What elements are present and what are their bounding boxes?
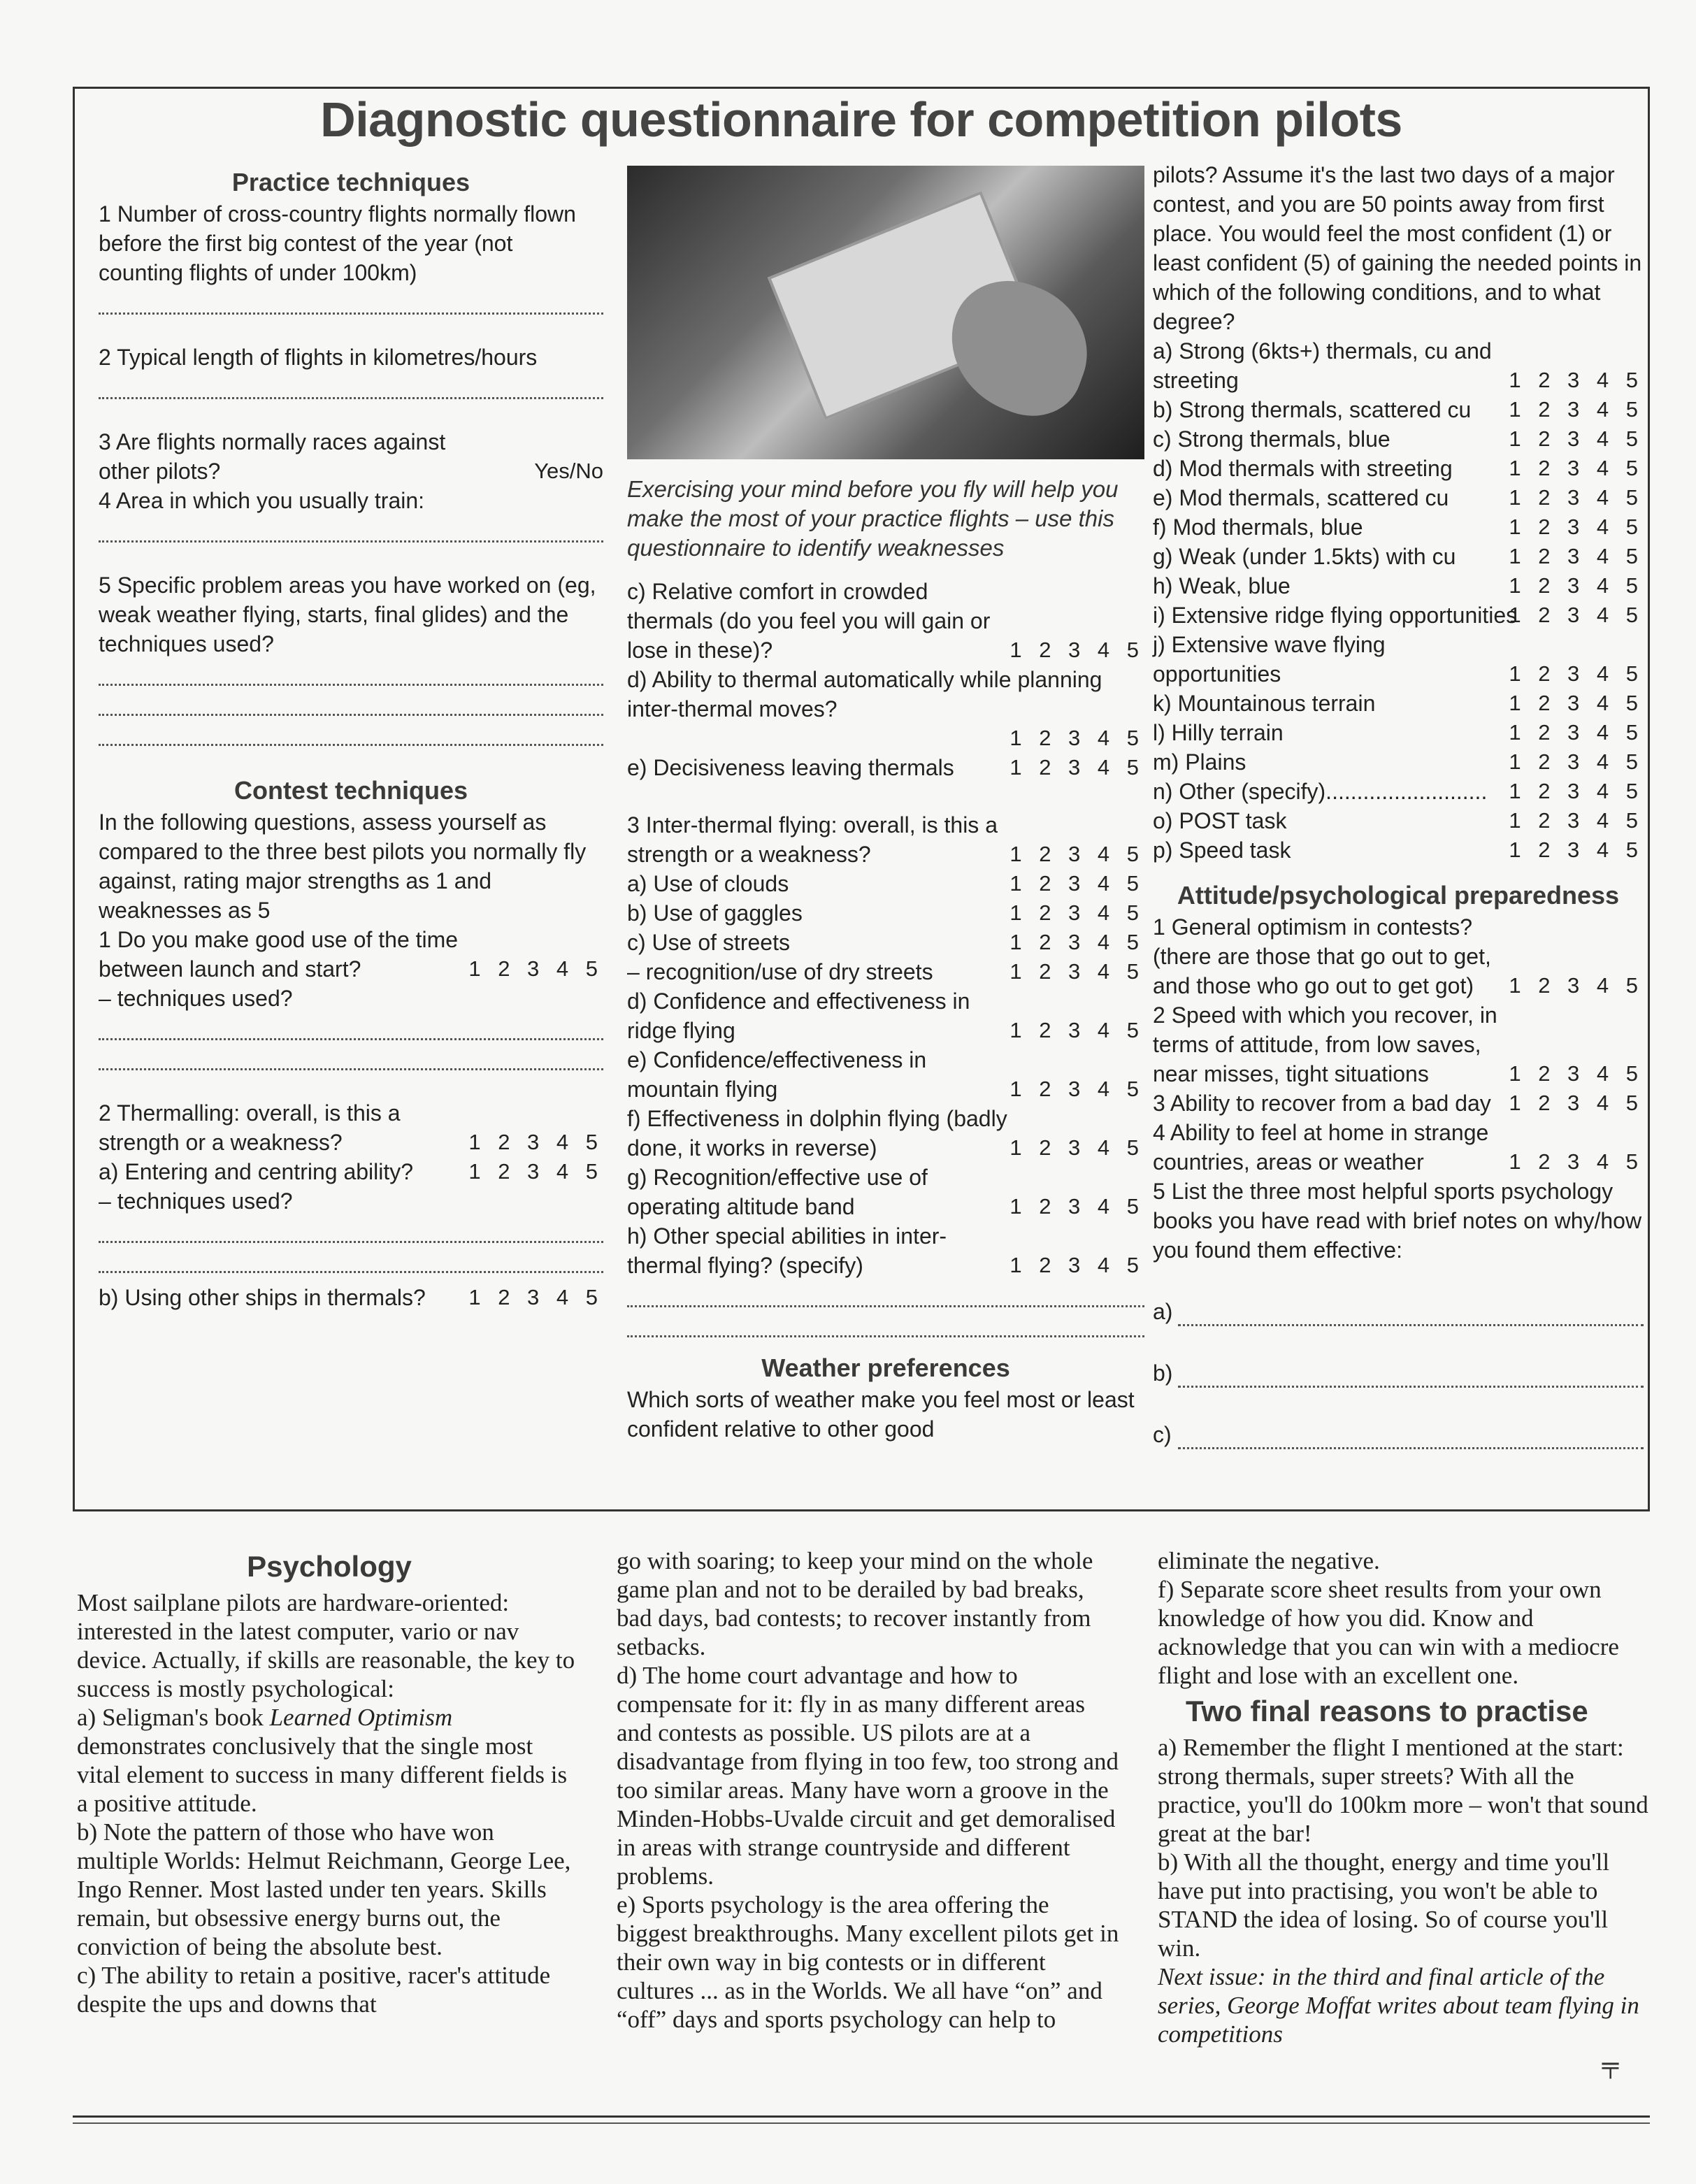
article-paragraph: d) The home court advantage and how to compensate for it: fly in as many different areas and contests as possible. US pilots are at a disadvantage from flying in too few, too strong and too similar areas. Many have worn a groove in the Minden-Hobbs-Uvalde circuit and get demoralised in areas with strange countryside and different problems.: [617, 1662, 1119, 1890]
weather-condition-row: [1153, 512, 1644, 542]
rating-scale[interactable]: 1 2 3 4 5: [468, 1130, 603, 1154]
article-paragraph: c) The ability to retain a positive, racer's attitude despite the ups and downs that: [77, 1962, 551, 2018]
answer-line[interactable]: [99, 312, 603, 315]
rating-scale[interactable]: 1 2 3 4 5: [1009, 726, 1144, 750]
article-paragraph-seligman: [77, 1703, 582, 1818]
contest-question-1-text: 1 Do you make good use of the time between launch and start?: [99, 927, 459, 982]
interthermal-c: [627, 928, 1144, 957]
book-answer-b[interactable]: [1153, 1358, 1644, 1388]
book-answer-a[interactable]: [1153, 1297, 1644, 1326]
rating-scale[interactable]: 1 2 3 4 5: [1009, 930, 1144, 954]
contest-heading: Contest techniques: [233, 776, 468, 805]
answer-line[interactable]: [627, 1305, 1144, 1307]
article-column-3: [1158, 1546, 1654, 2048]
rating-scale[interactable]: 1 2 3 4 5: [1009, 1018, 1144, 1042]
answer-line[interactable]: [99, 744, 603, 746]
rating-scale[interactable]: 1 2 3 4 5: [1509, 973, 1644, 998]
interthermal-e-text: e) Confidence/effectiveness in mountain flying: [627, 1047, 927, 1102]
weather-condition-label: d) Mod thermals with streeting: [1153, 456, 1453, 481]
attitude-question-1: [1153, 912, 1644, 1000]
practice-question-1: 1 Number of cross-country flights normally flown before the first big contest of the year (not counting flights of under 100km): [99, 201, 576, 285]
interthermal-g: [627, 1163, 1144, 1221]
attitude-question-2: [1153, 1000, 1644, 1089]
practice-question-5: 5 Specific problem areas you have worked on (eg, weak weather flying, starts, final glides) and the techniques used?: [99, 573, 596, 656]
thermal-question-e-text: e) Decisiveness leaving thermals: [627, 755, 954, 780]
weather-condition-row: [1153, 483, 1644, 512]
rating-scale[interactable]: 1 2 3 4 5: [468, 956, 603, 981]
practice-question-4: 4 Area in which you usually train:: [99, 488, 425, 513]
weather-condition-row: [1153, 424, 1644, 454]
contest-question-2a-text: a) Entering and centring ability?: [99, 1159, 414, 1184]
attitude-question-5: 5 List the three most helpful sports psychology books you have read with brief notes on why/how you found them effective:: [1153, 1179, 1642, 1263]
attitude-heading: Attitude/psychological preparedness: [1177, 881, 1620, 910]
weather-condition-label: h) Weak, blue: [1153, 573, 1291, 598]
weather-conditions-list: [1153, 336, 1644, 865]
rating-scale[interactable]: 1 2 3 4 5: [1509, 515, 1644, 539]
rating-scale[interactable]: 1 2 3 4 5: [1509, 1149, 1644, 1174]
interthermal-g-text: g) Recognition/effective use of operating altitude band: [627, 1165, 928, 1219]
rating-scale[interactable]: 1 2 3 4 5: [468, 1285, 603, 1309]
article-paragraph: Most sailplane pilots are hardware-oriented: interested in the latest computer, vario or nav device. Actually, if skills are reasonable, the key to success is mostly psychological:: [77, 1589, 575, 1702]
article-paragraph: f) Separate score sheet results from your own knowledge of how you did. Know and acknowledge that you can win with a mediocre flight and lose with an excellent one.: [1158, 1576, 1619, 1689]
rating-scale[interactable]: 1 2 3 4 5: [1509, 661, 1644, 686]
questionnaire-column-1: [99, 166, 603, 1312]
thermal-question-e: [627, 753, 1144, 782]
text: demonstrates conclusively that the single most vital element to success in many different fields is a positive attitude.: [77, 1732, 568, 1817]
answer-line[interactable]: [99, 714, 603, 716]
attitude-question-1-text: 1 General optimism in contests? (there are those that go out to get, and those who go out to get got): [1153, 914, 1491, 998]
weather-condition-row: [1153, 454, 1644, 483]
weather-condition-label: b) Strong thermals, scattered cu: [1153, 397, 1472, 422]
book-title: Learned Optimism: [269, 1704, 453, 1731]
attitude-question-4-text: 4 Ability to feel at home in strange countries, areas or weather: [1153, 1120, 1489, 1174]
weather-condition-row: [1153, 777, 1644, 806]
rating-scale[interactable]: 1 2 3 4 5: [1509, 426, 1644, 451]
weather-condition-label: p) Speed task: [1153, 838, 1291, 863]
practice-question-2: 2 Typical length of flights in kilometres/hours: [99, 345, 538, 370]
questionnaire-column-3: [1153, 160, 1644, 1449]
practice-question-3: [99, 427, 603, 486]
interthermal-c2: [627, 957, 1144, 986]
end-mark-icon: ⫧: [1601, 2049, 1620, 2086]
rating-scale[interactable]: 1 2 3 4 5: [1009, 959, 1144, 984]
rating-scale[interactable]: 1 2 3 4 5: [1509, 573, 1644, 598]
answer-line[interactable]: [1178, 1305, 1644, 1326]
rating-scale[interactable]: 1 2 3 4 5: [1509, 456, 1644, 480]
next-issue-note: Next issue: in the third and final article of the series, George Moffat writes about team flying in competitions: [1158, 1963, 1639, 2048]
weather-heading: Weather preferences: [761, 1353, 1010, 1382]
answer-line[interactable]: [99, 397, 603, 399]
rating-scale[interactable]: 1 2 3 4 5: [1509, 1061, 1644, 1086]
interthermal-c2-text: – recognition/use of dry streets: [627, 959, 933, 984]
answer-line[interactable]: [1178, 1428, 1644, 1449]
rating-scale[interactable]: 1 2 3 4 5: [1009, 1077, 1144, 1101]
weather-condition-label: i) Extensive ridge flying opportunities: [1153, 603, 1518, 628]
attitude-question-2-text: 2 Speed with which you recover, in terms of attitude, from low saves, near misses, tight situations: [1153, 1003, 1497, 1086]
contest-question-2: [99, 1098, 603, 1157]
weather-intro: Which sorts of weather make you feel most or least confident relative to other good: [627, 1387, 1135, 1442]
weather-condition-row: [1153, 747, 1644, 777]
interthermal-c-text: c) Use of streets: [627, 930, 790, 955]
rating-scale[interactable]: 1 2 3 4 5: [468, 1159, 603, 1184]
weather-condition-row: [1153, 601, 1644, 630]
questionnaire-column-2: [627, 166, 1144, 1444]
thermal-question-d: d) Ability to thermal automatically while planning inter-thermal moves?: [627, 667, 1102, 721]
rating-scale[interactable]: 1 2 3 4 5: [1509, 808, 1644, 833]
rating-scale[interactable]: 1 2 3 4 5: [1509, 779, 1644, 803]
weather-condition-label: a) Strong (6kts+) thermals, cu and streeting: [1153, 338, 1492, 393]
rating-scale[interactable]: 1 2 3 4 5: [1009, 1194, 1144, 1219]
rating-scale[interactable]: 1 2 3 4 5: [1009, 842, 1144, 866]
answer-label: b): [1153, 1360, 1173, 1386]
rating-scale[interactable]: 1 2 3 4 5: [1009, 900, 1144, 925]
article-paragraph: eliminate the negative.: [1158, 1547, 1380, 1574]
interthermal-h-text: h) Other special abilities in inter-thermal flying? (specify): [627, 1223, 947, 1278]
answer-label: c): [1153, 1422, 1172, 1447]
rating-scale[interactable]: 1 2 3 4 5: [1509, 368, 1644, 392]
weather-condition-row: [1153, 689, 1644, 718]
rating-scale[interactable]: 1 2 3 4 5: [1509, 603, 1644, 627]
article-column-1: [77, 1545, 582, 2018]
weather-condition-label: m) Plains: [1153, 749, 1246, 775]
interthermal-f: [627, 1104, 1144, 1163]
answer-line[interactable]: [1178, 1367, 1644, 1388]
weather-condition-label: c) Strong thermals, blue: [1153, 426, 1390, 452]
contest-question-1: [99, 925, 603, 984]
attitude-question-3: [1153, 1089, 1644, 1118]
page-title: Diagnostic questionnaire for competition pilots: [320, 92, 1402, 147]
interthermal-f-text: f) Effectiveness in dolphin flying (badly done, it works in reverse): [627, 1106, 1007, 1161]
rating-scale[interactable]: 1 2 3 4 5: [1509, 691, 1644, 715]
rating-scale[interactable]: 1 2 3 4 5: [1009, 1135, 1144, 1160]
photo-caption: Exercising your mind before you fly will help you make the most of your practice flights – use this questionnaire to identify weaknesses: [627, 476, 1119, 561]
weather-condition-row: [1153, 395, 1644, 424]
practice-question-3-text: 3 Are flights normally races against other pilots?: [99, 429, 446, 484]
weather-condition-row: [1153, 571, 1644, 601]
article-paragraph: b) With all the thought, energy and time you'll have put into practising, you won't be able to STAND the idea of losing. So of course you'll win.: [1158, 1848, 1610, 1962]
answer-line[interactable]: [99, 1241, 603, 1243]
answer-line[interactable]: [627, 1335, 1144, 1337]
practice-heading: Practice techniques: [231, 168, 470, 196]
interthermal-question: [627, 810, 1144, 869]
answer-line[interactable]: [99, 1038, 603, 1040]
answer-line[interactable]: [99, 1271, 603, 1273]
article-column-2: [617, 1546, 1121, 2034]
text: a) Seligman's book: [77, 1704, 270, 1731]
weather-condition-label: f) Mod thermals, blue: [1153, 515, 1363, 540]
article-paragraph: e) Sports psychology is the area offering the biggest breakthroughs. Many excellent pilots get in their own way in big contests or in different cultures ... as in the Worlds. We all have “on” and “off” days and sports psychology can help to: [617, 1891, 1119, 2033]
interthermal-a-text: a) Use of clouds: [627, 871, 789, 896]
weather-condition-label: l) Hilly terrain: [1153, 720, 1284, 745]
photo-pilot-with-map: [627, 166, 1144, 459]
interthermal-d: [627, 986, 1144, 1045]
weather-intro-continued: pilots? Assume it's the last two days of a major contest, and you are 50 points away from first place. You would feel the most confident (1) or least confident (5) of gaining the needed points in which of the following conditions, and to what degree?: [1153, 162, 1642, 334]
weather-condition-row: [1153, 835, 1644, 865]
weather-condition-row: [1153, 806, 1644, 835]
contest-question-2b: [99, 1283, 603, 1312]
article-paragraph: a) Remember the flight I mentioned at the start: strong thermals, super streets? With all the practice, you'll do 100km more – won't that sound great at the bar!: [1158, 1734, 1648, 1847]
contest-intro: In the following questions, assess yourself as compared to the three best pilots you normally fly against, rating major strengths as 1 and weaknesses as 5: [99, 810, 587, 923]
interthermal-a: [627, 869, 1144, 898]
weather-condition-label: g) Weak (under 1.5kts) with cu: [1153, 544, 1456, 569]
answer-label: a): [1153, 1299, 1173, 1324]
interthermal-d-text: d) Confidence and effectiveness in ridge flying: [627, 989, 970, 1043]
contest-question-2b-text: b) Using other ships in thermals?: [99, 1285, 426, 1310]
rating-scale[interactable]: 1 2 3 4 5: [1509, 1091, 1644, 1115]
weather-condition-row: [1153, 718, 1644, 747]
psychology-heading: Psychology: [247, 1550, 412, 1583]
rating-scale[interactable]: 1 2 3 4 5: [1009, 1253, 1144, 1277]
weather-condition-label: o) POST task: [1153, 808, 1287, 833]
interthermal-b: [627, 898, 1144, 928]
bottom-rule: [73, 2122, 1650, 2124]
book-answer-c[interactable]: [1153, 1420, 1644, 1449]
rating-scale[interactable]: 1 2 3 4 5: [1509, 544, 1644, 568]
article-paragraph: go with soaring; to keep your mind on the whole game plan and not to be derailed by bad breaks, bad days, bad contests; to recover instantly from setbacks.: [617, 1547, 1093, 1660]
interthermal-h: [627, 1221, 1144, 1280]
weather-condition-row: [1153, 630, 1644, 689]
weather-condition-label: e) Mod thermals, scattered cu: [1153, 485, 1449, 510]
techniques-used-label: – techniques used?: [99, 1188, 293, 1214]
bottom-rule: [73, 2115, 1650, 2118]
rating-scale[interactable]: 1 2 3 4 5: [1509, 397, 1644, 422]
interthermal-e: [627, 1045, 1144, 1104]
contest-question-2a: [99, 1157, 603, 1186]
rating-scale[interactable]: 1 2 3 4 5: [1509, 485, 1644, 510]
questionnaire-box: [73, 87, 1650, 1511]
rating-scale[interactable]: 1 2 3 4 5: [1509, 749, 1644, 774]
weather-condition-label: k) Mountainous terrain: [1153, 691, 1376, 716]
rating-scale[interactable]: 1 2 3 4 5: [1009, 871, 1144, 896]
attitude-question-4: [1153, 1118, 1644, 1177]
article-paragraph: b) Note the pattern of those who have won multiple Worlds: Helmut Reichmann, George Lee, Ingo Renner. Most lasted under ten years. Skills remain, but obsessive energy burns out, the conviction of being the absolute best.: [77, 1818, 571, 1960]
rating-scale[interactable]: 1 2 3 4 5: [1509, 720, 1644, 745]
weather-condition-row: [1153, 336, 1644, 395]
contest-question-2-text: 2 Thermalling: overall, is this a strength or a weakness?: [99, 1100, 401, 1155]
answer-line[interactable]: [99, 684, 603, 686]
rating-scale[interactable]: 1 2 3 4 5: [1009, 755, 1144, 780]
yes-no-option[interactable]: Yes/No: [534, 459, 603, 483]
thermal-question-c: [627, 577, 1144, 665]
weather-condition-label: n) Other (specify)..........................: [1153, 779, 1488, 804]
interthermal-question-text: 3 Inter-thermal flying: overall, is this a strength or a weakness?: [627, 812, 998, 867]
interthermal-b-text: b) Use of gaggles: [627, 900, 803, 926]
final-reasons-heading: Two final reasons to practise: [1186, 1695, 1588, 1727]
attitude-question-3-text: 3 Ability to recover from a bad day: [1153, 1091, 1491, 1116]
answer-line[interactable]: [99, 1068, 603, 1070]
answer-line[interactable]: [99, 540, 603, 543]
rating-scale[interactable]: 1 2 3 4 5: [1509, 838, 1644, 862]
rating-scale[interactable]: 1 2 3 4 5: [1009, 638, 1144, 662]
weather-condition-row: [1153, 542, 1644, 571]
weather-condition-label: j) Extensive wave flying opportunities: [1153, 632, 1386, 687]
thermal-question-c-text: c) Relative comfort in crowded thermals (do you feel you will gain or lose in these)?: [627, 579, 991, 663]
techniques-used-label: – techniques used?: [99, 986, 293, 1011]
